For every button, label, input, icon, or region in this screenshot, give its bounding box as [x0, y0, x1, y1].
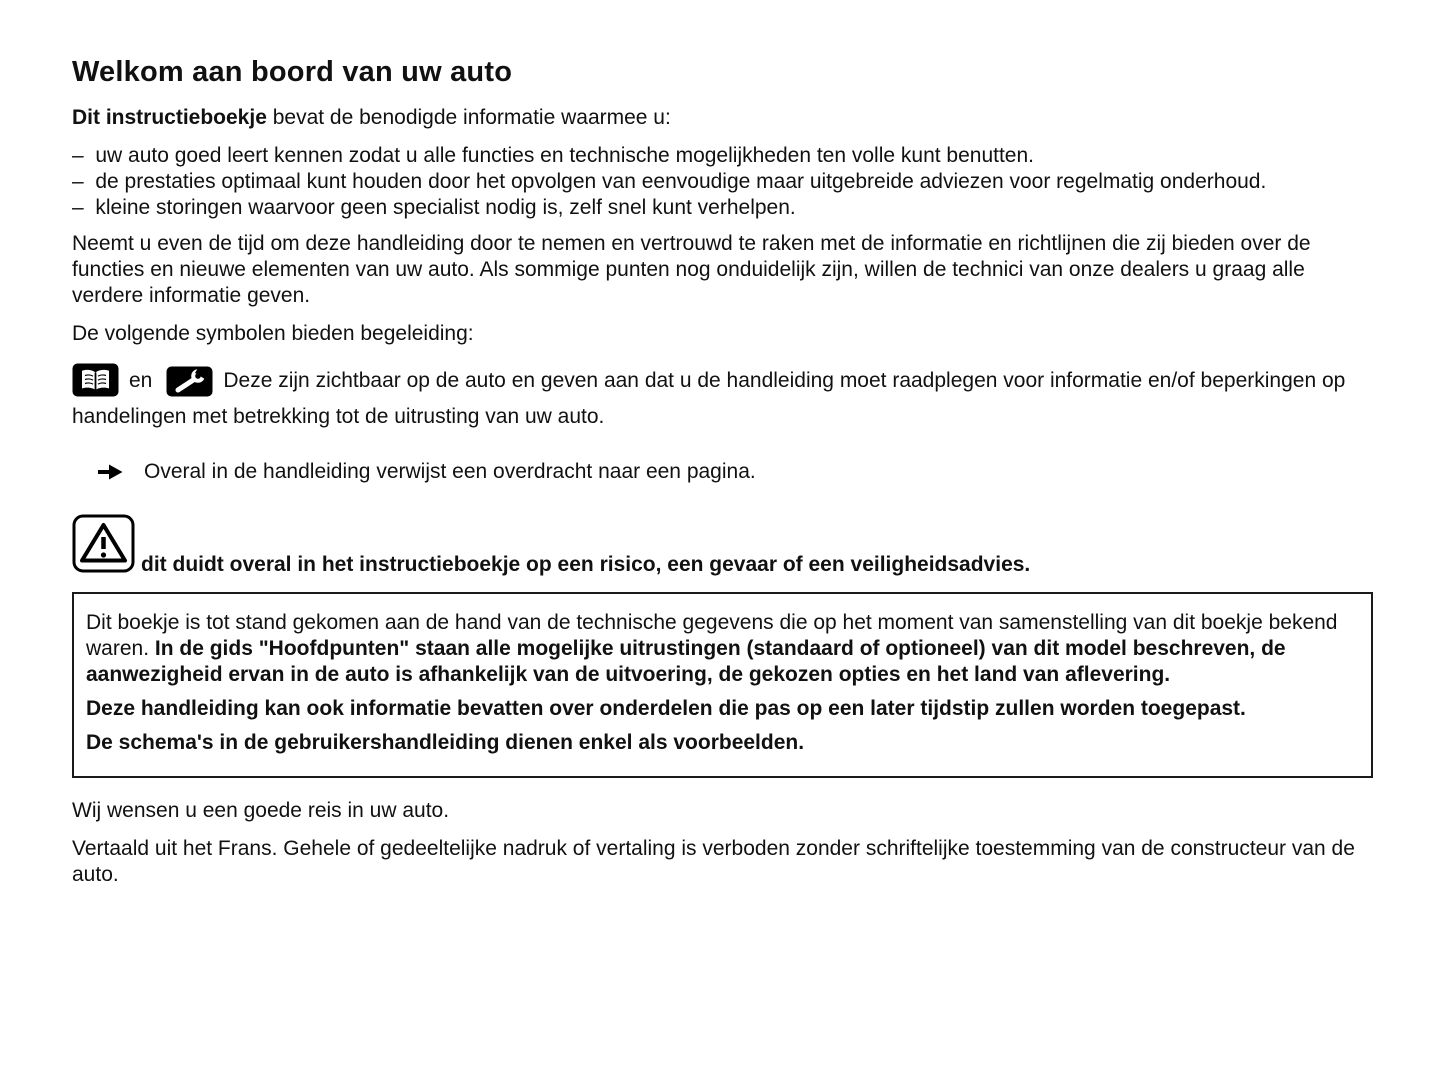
info-box-paragraph-1: [86, 610, 1357, 688]
info-box-p1-bold: In de gids "Hoofdpunten" staan alle mogelijke uitrustingen (standaard of optioneel) van dit model beschreven, de aanwezigheid ervan in de auto is afhankelijk van de uitvoering, de gekozen opties en het land van aflevering.: [86, 637, 1286, 686]
translation-notice: Vertaald uit het Frans. Gehele of gedeeltelijke nadruk of vertaling is verboden zonder schriftelijke toestemming van de constructeur van de auto.: [72, 837, 1355, 886]
book-icon: [72, 363, 119, 404]
symbols-connector: en: [129, 369, 153, 392]
warning-text: dit duidt overal in het instructieboekje op een risico, een gevaar of een veiligheidsadvies.: [141, 553, 1031, 576]
closing-wish: Wij wensen u een goede reis in uw auto.: [72, 799, 450, 822]
info-box: [72, 592, 1373, 778]
bullet-item: – de prestaties optimaal kunt houden door het opvolgen van eenvoudige maar uitgebreide adviezen voor regelmatig onderhoud.: [72, 170, 1267, 193]
warning-triangle-icon: [72, 514, 135, 578]
info-box-paragraph-2: [86, 696, 1357, 722]
wrench-icon: [166, 366, 213, 404]
page-title: Welkom aan boord van uw auto: [72, 56, 513, 88]
symbols-intro: De volgende symbolen bieden begeleiding:: [72, 322, 474, 345]
info-box-p3-text: De schema's in de gebruikershandleiding dienen enkel als voorbeelden.: [86, 731, 805, 754]
intro-paragraph: [72, 105, 1373, 131]
info-box-p1-regular: Dit boekje is tot stand gekomen aan de hand van de technische gegevens die op het moment van samenstelling van dit boekje bekend waren.: [86, 611, 1338, 660]
bullet-item: – uw auto goed leert kennen zodat u alle functies en technische mogelijkheden ten volle kunt benutten.: [72, 144, 1034, 167]
symbols-paragraph: [72, 363, 1373, 430]
page-reference-note: [96, 460, 1373, 484]
bullet-item: – kleine storingen waarvoor geen specialist nodig is, zelf snel kunt verhelpen.: [72, 196, 796, 219]
symbols-text: Deze zijn zichtbaar op de auto en geven aan dat u de handleiding moet raadplegen voor informatie en/of beperkingen op handelingen met betrekking tot de uitrusting van uw auto.: [72, 369, 1346, 428]
info-box-p2-text: Deze handleiding kan ook informatie bevatten over onderdelen die pas op een later tijdstip zullen worden toegepast.: [86, 697, 1246, 720]
reading-paragraph: Neemt u even de tijd om deze handleiding door te nemen en vertrouwd te raken met de informatie en richtlijnen die zij bieden over de functies en nieuwe elementen van uw auto. Als sommige punten nog onduidelijk zijn, willen de technici van onze dealers u graag alle verdere informatie geven.: [72, 232, 1311, 307]
info-box-paragraph-3: [86, 730, 1357, 756]
intro-rest-text: bevat de benodigde informatie waarmee u:: [266, 106, 671, 129]
bullet-list: [72, 143, 1373, 221]
arrow-text: Overal in de handleiding verwijst een overdracht naar een pagina.: [144, 460, 756, 483]
intro-bold-text: Dit instructieboekje: [72, 106, 267, 129]
arrow-icon: [96, 463, 124, 481]
warning-note: [72, 514, 1373, 578]
